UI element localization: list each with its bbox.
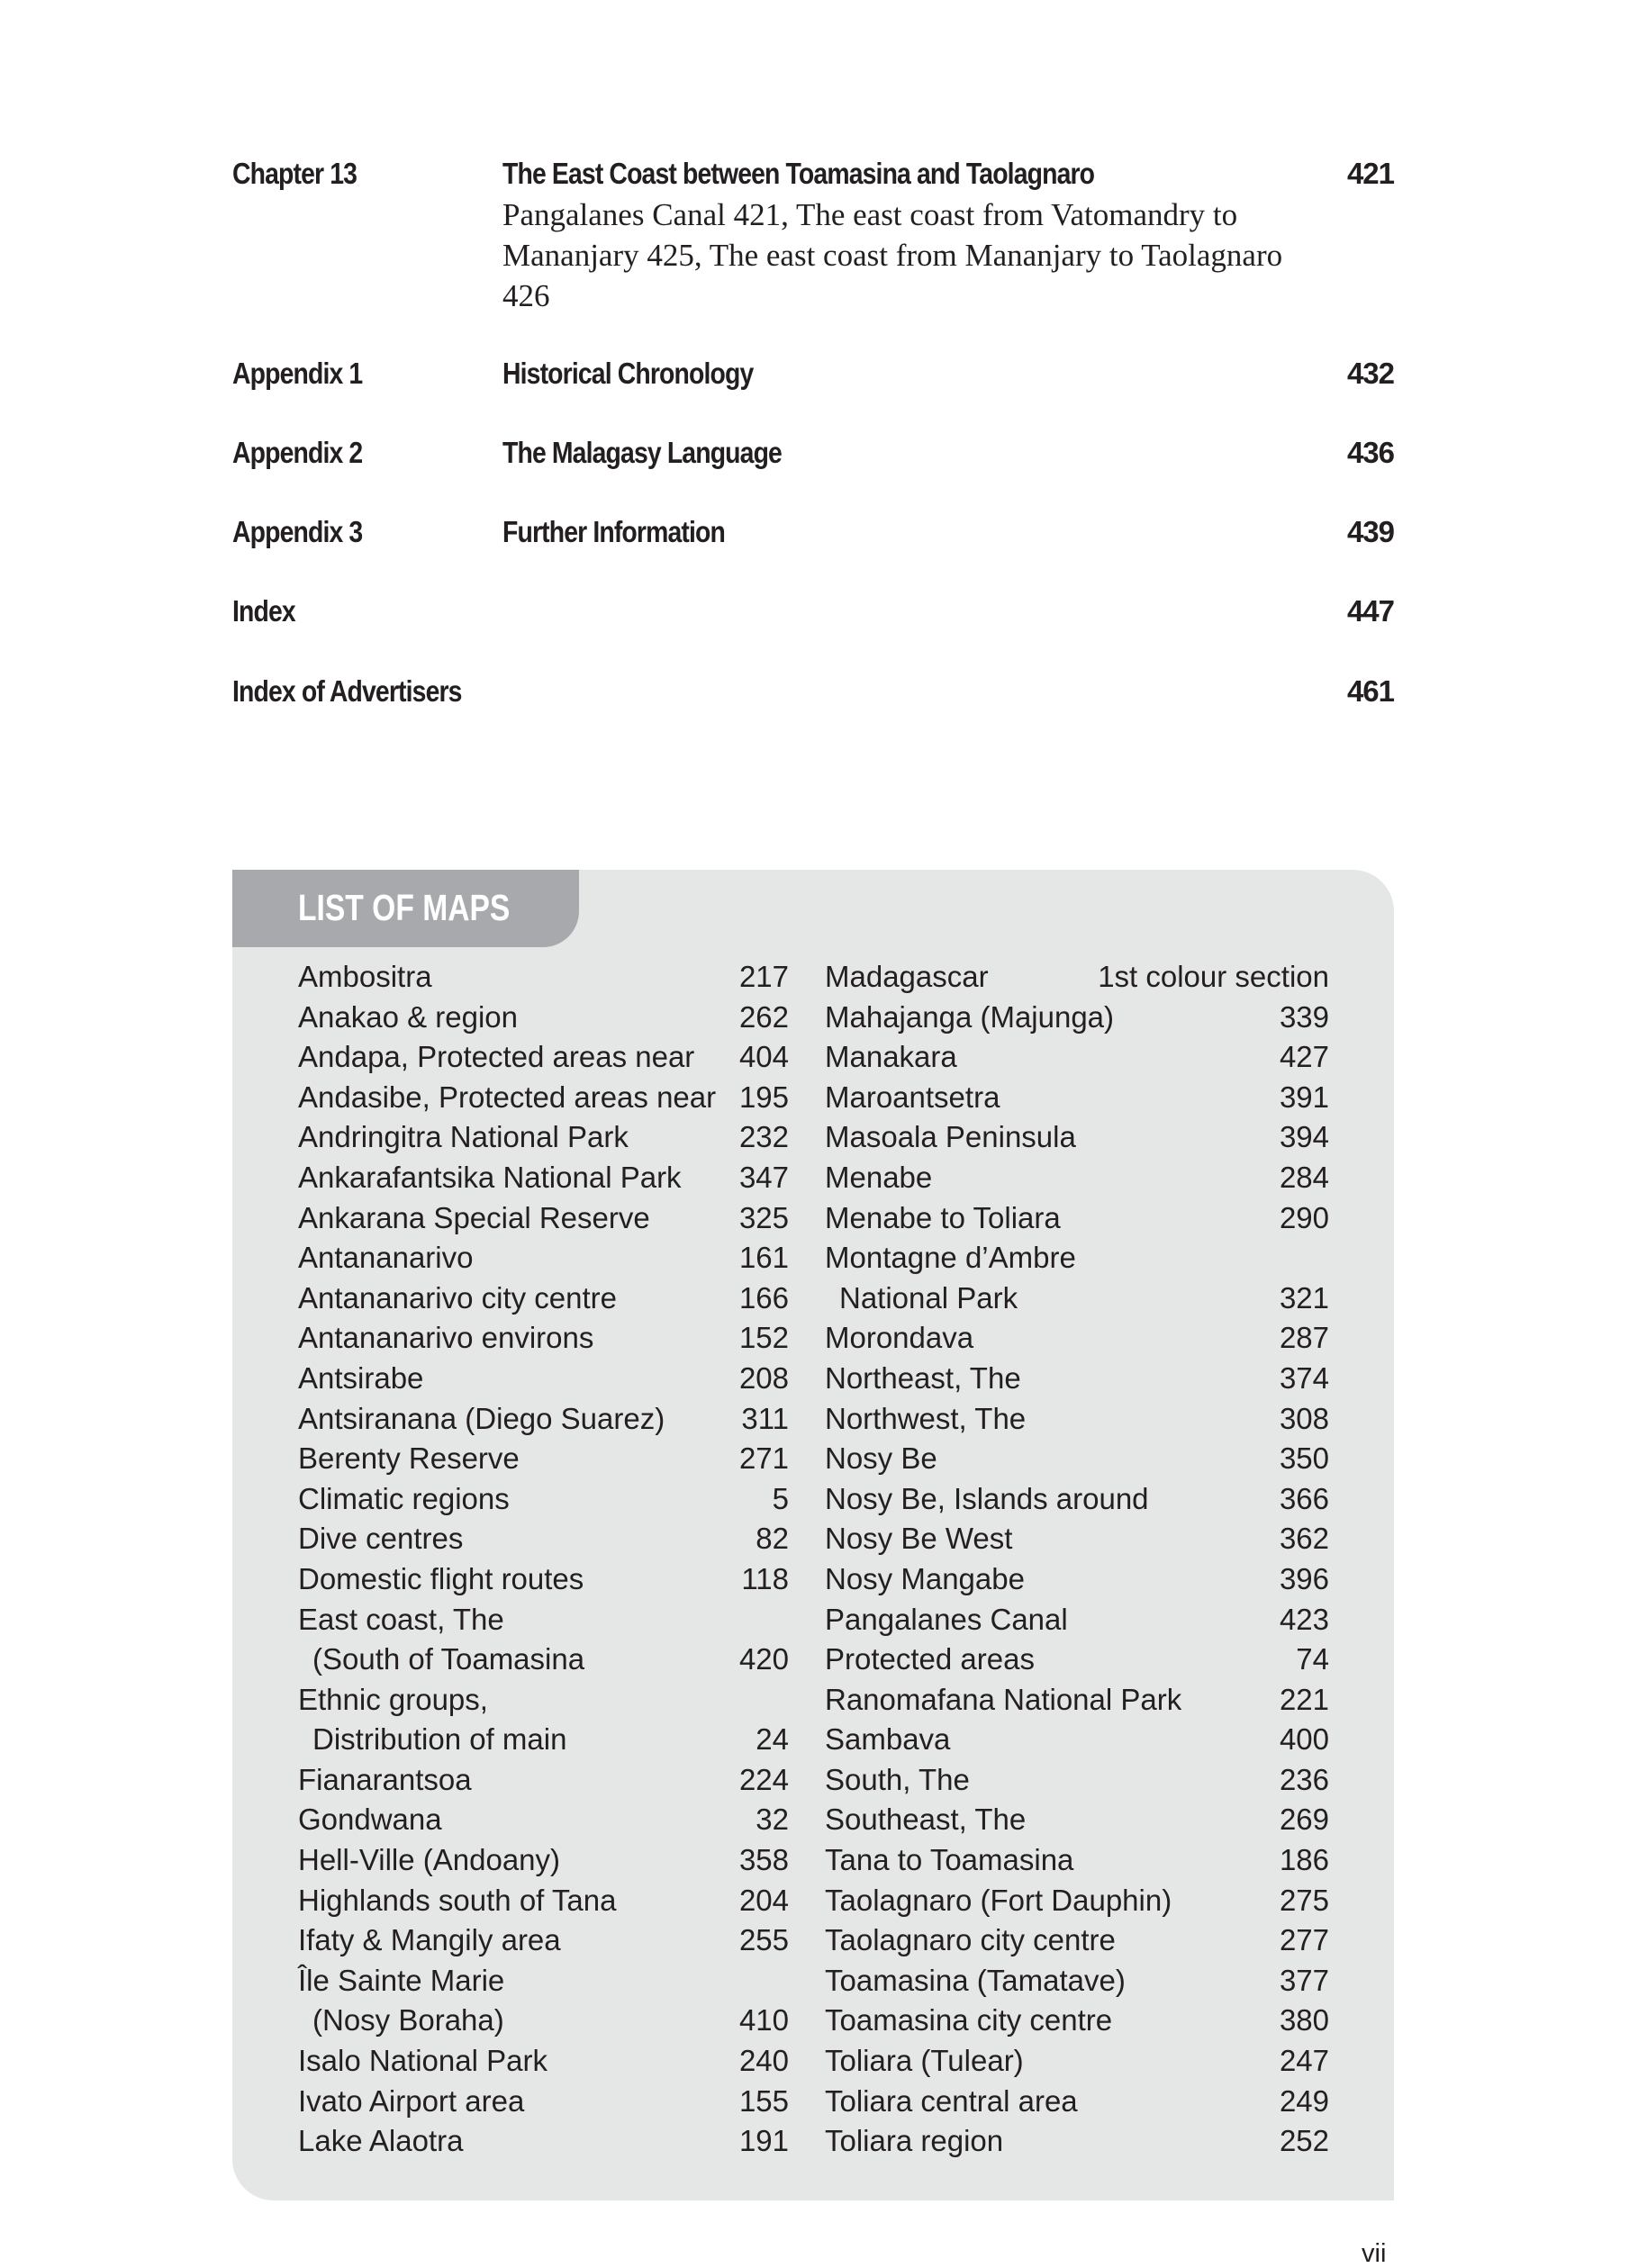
map-list-item	[825, 1399, 1329, 1440]
map-list-item	[298, 1640, 789, 1680]
map-name: Southeast, The	[825, 1803, 1027, 1837]
map-name: Gondwana	[298, 1803, 442, 1837]
map-name: Nosy Be, Islands around	[825, 1481, 1149, 1515]
map-list-item	[825, 1479, 1329, 1520]
map-list-item	[825, 1318, 1329, 1359]
map-list-item	[825, 1439, 1329, 1479]
map-name: Menabe	[825, 1160, 933, 1194]
toc-entry	[232, 591, 1394, 671]
map-list-item	[825, 957, 1329, 998]
toc-title: Historical Chronology	[502, 357, 754, 390]
map-name: National Park	[839, 1280, 1018, 1315]
toc-entry	[232, 432, 1394, 511]
map-page-number: 277	[1279, 1923, 1329, 1957]
map-page-number: 347	[738, 1160, 789, 1194]
toc-page-number: 436	[1346, 436, 1394, 469]
map-page-number: 221	[1279, 1682, 1329, 1716]
map-name: Ambositra	[298, 960, 432, 993]
toc-description: Pangalanes Canal 421, The east coast from Vatomandry to Mananjary 425, The east coast from Mananjary to Taolagnaro 426	[502, 197, 1283, 313]
toc-page-number: 439	[1346, 515, 1394, 548]
map-name: Masoala Peninsula	[825, 1120, 1076, 1154]
map-list-item	[298, 1720, 789, 1760]
toc-label: Index	[232, 594, 295, 628]
map-list-item	[825, 2082, 1329, 2122]
map-name: Andasibe, Protected areas near	[298, 1080, 717, 1114]
map-list-item	[825, 1881, 1329, 1921]
map-page-number: 287	[1279, 1321, 1329, 1355]
map-page-number: 74	[1296, 1642, 1329, 1676]
map-page-number: 391	[1279, 1080, 1329, 1114]
map-page-number: 427	[1279, 1040, 1329, 1074]
map-list-item	[298, 1680, 789, 1721]
maps-column-left	[298, 957, 789, 2162]
map-list-item	[298, 1479, 789, 1520]
map-page-number: 358	[738, 1843, 789, 1877]
map-list-item	[825, 1760, 1329, 1801]
toc-body	[502, 511, 1313, 553]
map-list-item	[825, 2041, 1329, 2082]
map-page-number: 1st colour section	[1098, 960, 1329, 993]
toc-entry	[232, 153, 1394, 353]
map-list-item	[825, 1519, 1329, 1559]
map-page-number: 396	[1279, 1561, 1329, 1595]
map-page-number: 380	[1279, 2003, 1329, 2038]
toc-page-number: 461	[1346, 674, 1394, 708]
list-of-maps-tab	[232, 870, 579, 947]
toc-page-number: 421	[1346, 157, 1394, 190]
map-name: Antsirabe	[298, 1360, 424, 1395]
toc-label: Chapter 13	[232, 157, 357, 190]
map-name: Antsiranana (Diego Suarez)	[298, 1401, 665, 1435]
map-name: Toliara central area	[825, 2083, 1078, 2118]
map-name: Toliara (Tulear)	[825, 2044, 1024, 2078]
map-name: Hell-Ville (Andoany)	[298, 1843, 561, 1877]
toc-entry	[232, 511, 1394, 591]
map-list-item	[298, 1037, 789, 1078]
map-name: Andapa, Protected areas near	[298, 1040, 695, 1074]
map-list-item	[298, 1158, 789, 1198]
map-page-number: 217	[738, 960, 789, 993]
map-list-item	[825, 1359, 1329, 1399]
map-page-number: 325	[738, 1200, 789, 1234]
map-list-item	[825, 1559, 1329, 1600]
map-name: (South of Toamasina	[312, 1642, 585, 1676]
map-page-number: 191	[738, 2124, 789, 2158]
map-name: Distribution of main	[312, 1722, 567, 1757]
map-name: Antananarivo environs	[298, 1321, 594, 1355]
map-list-item	[298, 1881, 789, 1921]
map-page-number: 377	[1279, 1963, 1329, 1997]
map-list-item	[298, 998, 789, 1038]
map-list-item	[825, 1117, 1329, 1158]
map-name: Anakao & region	[298, 999, 519, 1034]
map-name: Antananarivo	[298, 1241, 474, 1275]
map-name: Isalo National Park	[298, 2044, 547, 2078]
map-name: Ankarafantsika National Park	[298, 1160, 682, 1194]
map-list-item	[825, 1680, 1329, 1721]
map-name: Fianarantsoa	[298, 1762, 472, 1796]
map-page-number: 366	[1279, 1481, 1329, 1515]
map-list-item	[298, 957, 789, 998]
map-page-number: 275	[1279, 1883, 1329, 1917]
map-name: Mahajanga (Majunga)	[825, 999, 1115, 1034]
map-name: South, The	[825, 1762, 970, 1796]
map-name: Lake Alaotra	[298, 2124, 464, 2158]
map-page-number: 252	[1279, 2124, 1329, 2158]
toc-entry	[232, 353, 1394, 432]
toc-label: Appendix 1	[232, 357, 363, 390]
map-name: Berenty Reserve	[298, 1441, 520, 1476]
map-name: Nosy Be West	[825, 1522, 1013, 1556]
map-list-item	[298, 1318, 789, 1359]
map-page-number: 362	[1279, 1522, 1329, 1556]
map-list-item	[298, 2041, 789, 2082]
map-name: Pangalanes Canal	[825, 1602, 1068, 1636]
map-name: Île Sainte Marie	[298, 1963, 505, 1997]
map-name: Climatic regions	[298, 1481, 510, 1515]
map-list-item	[298, 1399, 789, 1440]
map-list-item	[825, 1840, 1329, 1881]
map-page-number: 204	[738, 1883, 789, 1917]
map-list-item	[825, 1279, 1329, 1319]
map-page-number: 271	[738, 1441, 789, 1476]
map-name: Maroantsetra	[825, 1080, 1000, 1114]
map-list-item	[298, 1519, 789, 1559]
map-list-item	[298, 1198, 789, 1239]
toc-page-number: 447	[1346, 594, 1394, 628]
map-page-number: 240	[738, 2044, 789, 2078]
map-list-item	[825, 1037, 1329, 1078]
map-name: Ranomafana National Park	[825, 1682, 1182, 1716]
map-page-number: 423	[1279, 1602, 1329, 1636]
map-page-number: 290	[1279, 1200, 1329, 1234]
map-name: Antananarivo city centre	[298, 1280, 618, 1315]
map-list-item	[298, 1961, 789, 2001]
map-list-item	[298, 2001, 789, 2041]
map-page-number: 152	[738, 1321, 789, 1355]
map-page-number: 269	[1279, 1803, 1329, 1837]
map-page-number: 374	[1279, 1360, 1329, 1395]
map-list-item	[825, 998, 1329, 1038]
map-name: Nosy Be	[825, 1441, 937, 1476]
map-list-item	[825, 2001, 1329, 2041]
map-name: East coast, The	[298, 1602, 504, 1636]
map-page-number: 208	[738, 1360, 789, 1395]
map-name: (Nosy Boraha)	[312, 2003, 504, 2038]
map-name: Nosy Mangabe	[825, 1561, 1025, 1595]
map-list-item	[298, 1359, 789, 1399]
toc-label: Appendix 2	[232, 436, 363, 469]
table-of-contents	[232, 153, 1394, 725]
map-page-number: 118	[741, 1561, 789, 1595]
map-page-number: 420	[738, 1642, 789, 1676]
map-page-number: 249	[1279, 2083, 1329, 2118]
map-list-item	[298, 1600, 789, 1640]
map-name: Morondava	[825, 1321, 974, 1355]
map-page-number: 195	[738, 1080, 789, 1114]
map-name: Ivato Airport area	[298, 2083, 525, 2118]
map-name: Northwest, The	[825, 1401, 1027, 1435]
map-name: Highlands south of Tana	[298, 1883, 617, 1917]
page-number: vii	[1362, 2239, 1387, 2268]
map-page-number: 350	[1279, 1441, 1329, 1476]
toc-title: Further Information	[502, 515, 725, 548]
maps-column-right	[825, 957, 1329, 2162]
map-list-item	[825, 1158, 1329, 1198]
map-page-number: 186	[1279, 1843, 1329, 1877]
map-name: Toliara region	[825, 2124, 1004, 2158]
map-list-item	[298, 1559, 789, 1600]
map-list-item	[298, 1117, 789, 1158]
map-name: Menabe to Toliara	[825, 1200, 1061, 1234]
map-page-number: 166	[738, 1280, 789, 1315]
map-page-number: 236	[1279, 1762, 1329, 1796]
map-list-item	[298, 1840, 789, 1881]
map-name: Tana to Toamasina	[825, 1843, 1074, 1877]
map-page-number: 24	[756, 1722, 789, 1757]
map-page-number: 311	[741, 1401, 789, 1435]
map-list-item	[825, 1961, 1329, 2001]
toc-body	[502, 432, 1313, 474]
list-of-maps-heading: LIST OF MAPS	[298, 887, 511, 928]
map-list-item	[298, 2082, 789, 2122]
map-page-number: 224	[738, 1762, 789, 1796]
map-list-item	[825, 1238, 1329, 1279]
map-name: Toamasina (Tamatave)	[825, 1963, 1126, 1997]
map-name: Manakara	[825, 1040, 957, 1074]
map-list-item	[825, 1720, 1329, 1760]
toc-body	[502, 353, 1313, 394]
map-name: Protected areas	[825, 1642, 1035, 1676]
map-list-item	[298, 1078, 789, 1118]
map-name: Taolagnaro (Fort Dauphin)	[825, 1883, 1172, 1917]
map-list-item	[298, 1920, 789, 1961]
map-page-number: 161	[738, 1241, 789, 1275]
map-page-number: 247	[1279, 2044, 1329, 2078]
map-page-number: 404	[738, 1040, 789, 1074]
map-list-item	[298, 2121, 789, 2162]
map-name: Ankarana Special Reserve	[298, 1200, 650, 1234]
map-page-number: 32	[756, 1803, 789, 1837]
map-name: Dive centres	[298, 1522, 464, 1556]
map-page-number: 255	[738, 1923, 789, 1957]
map-page-number: 284	[1279, 1160, 1329, 1194]
map-list-item	[825, 1920, 1329, 1961]
map-page-number: 5	[772, 1481, 789, 1515]
map-page-number: 308	[1279, 1401, 1329, 1435]
map-page-number: 394	[1279, 1120, 1329, 1154]
map-page-number: 262	[738, 999, 789, 1034]
map-page-number: 410	[738, 2003, 789, 2038]
map-list-item	[825, 1600, 1329, 1640]
map-name: Ifaty & Mangily area	[298, 1923, 561, 1957]
map-name: Montagne d’Ambre	[825, 1241, 1076, 1275]
map-list-item	[825, 1800, 1329, 1840]
map-name: Toamasina city centre	[825, 2003, 1113, 2038]
map-name: Taolagnaro city centre	[825, 1923, 1116, 1957]
map-page-number: 232	[738, 1120, 789, 1154]
toc-entry	[232, 671, 1394, 725]
map-list-item	[298, 1800, 789, 1840]
map-list-item	[298, 1439, 789, 1479]
map-page-number: 321	[1279, 1280, 1329, 1315]
map-page-number: 400	[1279, 1722, 1329, 1757]
map-list-item	[825, 1078, 1329, 1118]
map-name: Ethnic groups,	[298, 1682, 488, 1716]
toc-page-number: 432	[1346, 357, 1394, 390]
map-list-item	[298, 1760, 789, 1801]
map-name: Northeast, The	[825, 1360, 1021, 1395]
map-name: Sambava	[825, 1722, 951, 1757]
map-list-item	[298, 1238, 789, 1279]
map-page-number: 155	[738, 2083, 789, 2118]
toc-label: Index of Advertisers	[232, 674, 462, 708]
map-name: Andringitra National Park	[298, 1120, 629, 1154]
map-list-item	[298, 1279, 789, 1319]
map-list-item	[825, 1198, 1329, 1239]
map-list-item	[825, 1640, 1329, 1680]
map-name: Madagascar	[825, 960, 989, 993]
toc-title: The East Coast between Toamasina and Taolagnaro	[502, 157, 1095, 190]
map-page-number: 82	[756, 1522, 789, 1556]
toc-label: Appendix 3	[232, 515, 363, 548]
map-name: Domestic flight routes	[298, 1561, 584, 1595]
map-page-number: 339	[1279, 999, 1329, 1034]
toc-body	[502, 153, 1313, 316]
map-list-item	[825, 2121, 1329, 2162]
toc-title: The Malagasy Language	[502, 436, 782, 469]
list-of-maps-box	[232, 870, 1394, 2200]
